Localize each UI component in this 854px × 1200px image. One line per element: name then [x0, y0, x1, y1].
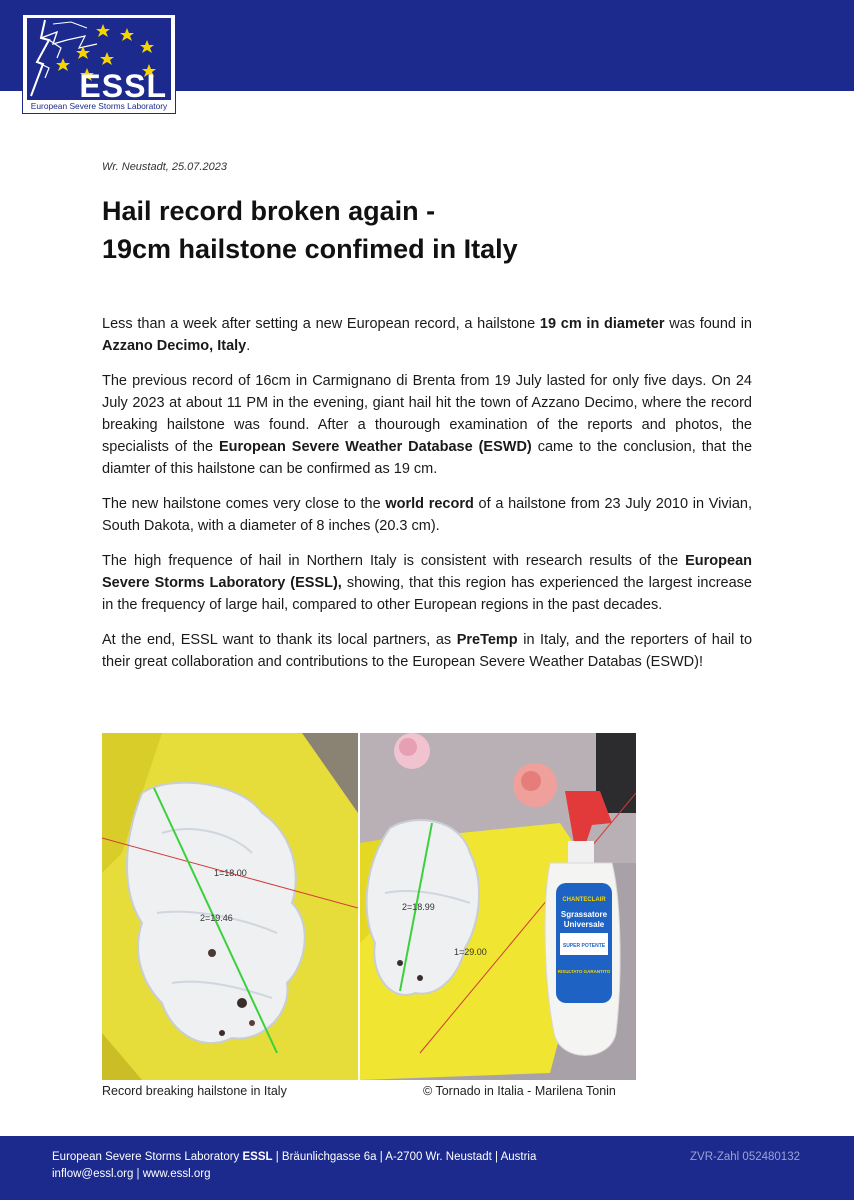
photo-caption: Record breaking hailstone in Italy	[102, 1084, 287, 1098]
bottle-label: SUPER POTENTE	[562, 943, 606, 949]
text: At the end, ESSL want to thank its local partners, as	[102, 632, 457, 648]
text: came to the conclusion, that the diamter of this hailstone can be confirmed as 19 cm.	[102, 439, 753, 477]
footer-postal: | Bräunlichgasse 6a | A-2700 Wr. Neustadt | Austria	[272, 1151, 537, 1163]
photo-credit: © Tornado in Italia - Marilena Tonin	[423, 1084, 616, 1098]
text: The new hailstone comes very close to the	[102, 496, 386, 512]
bold-text: Azzano Decimo, Italy	[102, 338, 247, 354]
footer-website-link[interactable]: www.essl.org	[142, 1168, 211, 1180]
essl-logo	[22, 14, 176, 114]
measure-label: 2=18.99	[402, 902, 435, 912]
bold-text: PreTemp	[456, 632, 518, 648]
page-title	[102, 192, 518, 268]
bold-text: world record	[385, 496, 474, 512]
logo-emblem	[27, 18, 171, 104]
measure-label: 1=18.00	[214, 868, 247, 878]
footer-email-link[interactable]: inflow@essl.org	[52, 1168, 134, 1180]
bottle-label: RISULTATO GARANTITO	[557, 969, 611, 974]
bottle-label: Universale	[563, 920, 605, 929]
bottle-brand: CHANTECLAIR	[562, 897, 606, 903]
paragraph-5	[102, 629, 752, 673]
dateline: Wr. Neustadt, 25.07.2023	[102, 161, 227, 173]
footer-address	[52, 1151, 536, 1163]
logo-wordmark: ESSL	[79, 68, 167, 104]
bold-text: 19 cm in diameter	[539, 316, 665, 332]
hailstone-photos	[102, 733, 636, 1080]
text: was found in	[664, 316, 752, 332]
paragraph-3	[102, 493, 752, 537]
hailstone-photo-left	[102, 733, 358, 1080]
hailstone-photo-right	[360, 733, 636, 1080]
paragraph-4	[102, 550, 752, 616]
bold-text: European Severe Weather Database (ESWD)	[218, 439, 532, 455]
text: The high frequence of hail in Northern Italy is consistent with research results of the	[102, 553, 686, 569]
logo-subtitle: European Severe Storms Laboratory	[30, 101, 168, 111]
bold-text: European Severe Storms Laboratory (ESSL),	[102, 553, 752, 591]
article-body	[102, 313, 752, 686]
bottle-label: Sgrassatore	[560, 910, 608, 919]
text: Less than a week after setting a new European record, a hailstone	[102, 316, 540, 332]
footer-separator: |	[133, 1168, 143, 1180]
text: in Italy, and the reporters of hail to their great collaboration and contributions to the European Severe Weather Databas (ESWD)!	[102, 632, 753, 670]
text: of a hailstone from 23 July 2010 in Vivian, South Dakota, with a diameter of 8 inches (20.3 cm).	[102, 496, 752, 534]
measure-label: 2=19.46	[200, 913, 233, 923]
text: .	[246, 338, 251, 354]
text: The previous record of 16cm in Carmignano di Brenta from 19 July lasted for only five days. On 24 July 2023 at about 11 PM in the evening, giant hail hit the town of Azzano Decimo, where the record breaking hailstone was found. After a thourough examination of the reports and photos, the specialists of the	[102, 373, 752, 455]
paragraph-1	[102, 313, 752, 357]
title-line-2: 19cm hailstone confimed in Italy	[102, 234, 518, 264]
footer-contacts	[52, 1168, 210, 1180]
footer-registration: ZVR-Zahl 052480132	[690, 1151, 800, 1163]
text: showing, that this region has experienced the largest increase in the frequency of large hail, compared to other European regions in the past decades.	[102, 575, 752, 613]
footer-org: European Severe Storms Laboratory	[52, 1151, 243, 1163]
paragraph-2	[102, 370, 752, 480]
footer	[0, 1136, 854, 1200]
footer-org-abbr: ESSL	[242, 1151, 273, 1163]
measure-label: 1=29.00	[454, 947, 487, 957]
title-line-1: Hail record broken again -	[102, 196, 436, 226]
